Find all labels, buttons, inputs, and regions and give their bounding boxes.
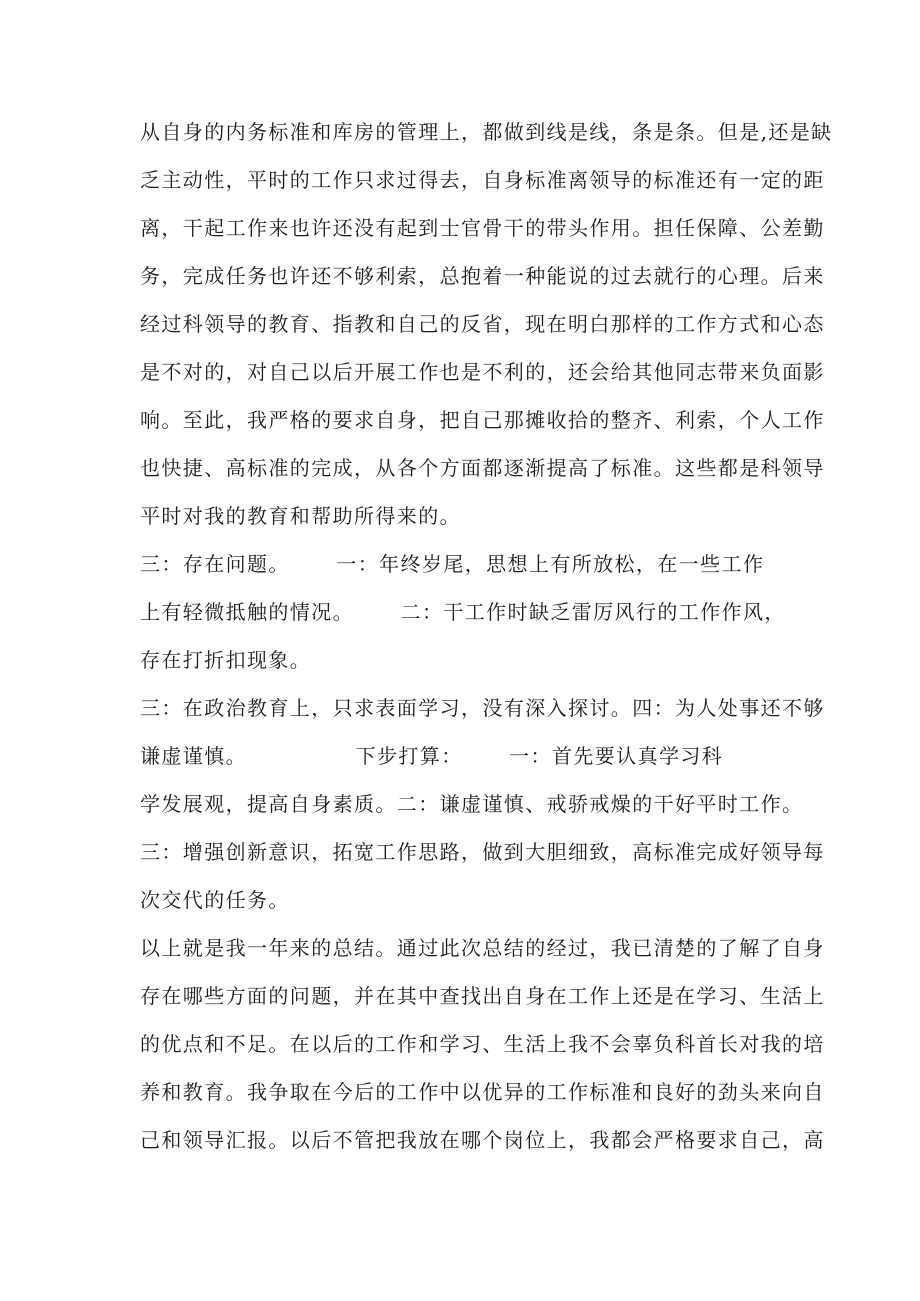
text-line: 存在打折扣现象。: [140, 648, 312, 672]
text-line: 三：在政治教育上，只求表面学习，没有深入探讨。四：为人处事还不够: [140, 696, 825, 720]
text-line: 次交代的任务。: [140, 888, 290, 912]
text-line: 学发展观，提高自身素质。二：谦虚谨慎、戒骄戒燥的干好平时工作。: [140, 792, 804, 816]
text-line: 响。至此，我严格的要求自身，把自己那摊收拾的整齐、利索，个人工作: [140, 408, 825, 432]
text-line: 也快捷、高标准的完成，从各个方面都逐渐提高了标准。这些都是科领导: [140, 456, 825, 480]
text-line: 的优点和不足。在以后的工作和学习、生活上我不会辜负科首长对我的培: [140, 1032, 825, 1056]
text-line: 己和领导汇报。以后不管把我放在哪个岗位上，我都会严格要求自己，高: [140, 1128, 825, 1152]
text-line: 乏主动性，平时的工作只求过得去，自身标准离领导的标准还有一定的距: [140, 168, 825, 192]
text-line: 是不对的，对自己以后开展工作也是不利的，还会给其他同志带来负面影: [140, 360, 825, 384]
text-line: 以上就是我一年来的总结。通过此次总结的经过，我已清楚的了解了自身: [140, 936, 825, 960]
text-line: 务，完成任务也许还不够利索，总抱着一种能说的过去就行的心理。后来: [140, 264, 825, 288]
text-line: 上有轻微抵触的情况。 二：干工作时缺乏雷厉风行的工作作风，: [140, 600, 786, 624]
text-line: 谦虚谨慎。 下步打算： 一：首先要认真学习科: [140, 744, 724, 768]
text-line: 经过科领导的教育、指教和自己的反省，现在明白那样的工作方式和心态: [140, 312, 825, 336]
text-line: 从自身的内务标准和库房的管理上，都做到线是线，条是条。但是,还是缺: [140, 120, 833, 144]
text-line: 三：存在问题。 一：年终岁尾，思想上有所放松，在一些工作: [140, 552, 765, 576]
text-line: 存在哪些方面的问题，并在其中查找出自身在工作上还是在学习、生活上: [140, 984, 825, 1008]
text-line: 三：增强创新意识，拓宽工作思路，做到大胆细致，高标准完成好领导每: [140, 840, 825, 864]
text-line: 离，干起工作来也许还没有起到士官骨干的带头作用。担任保障、公差勤: [140, 216, 825, 240]
text-line: 平时对我的教育和帮助所得来的。: [140, 504, 461, 528]
text-line: 养和教育。我争取在今后的工作中以优异的工作标准和良好的劲头来向自: [140, 1080, 825, 1104]
